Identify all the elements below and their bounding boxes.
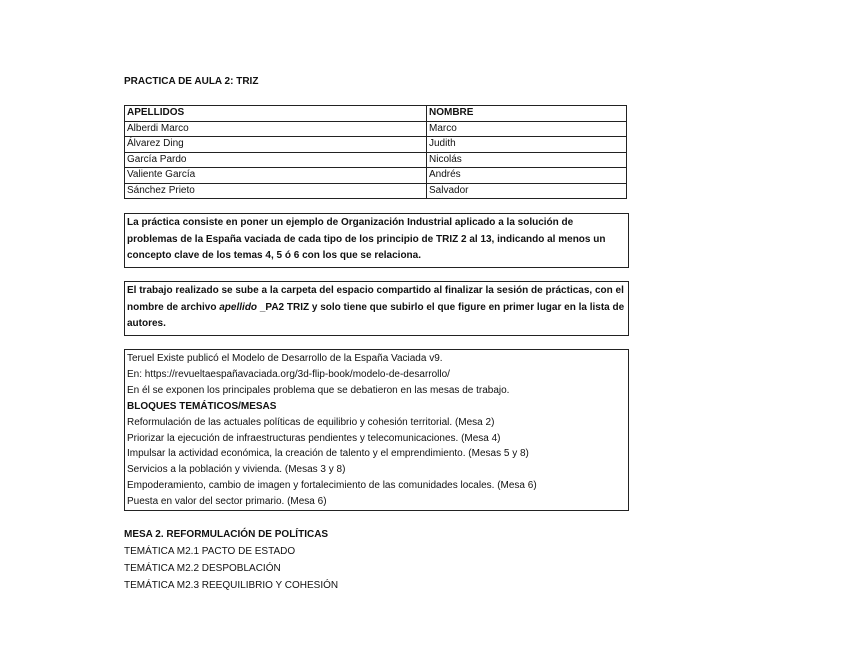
table-row xyxy=(125,168,627,184)
cell-apellidos: García Pardo xyxy=(125,152,427,168)
submission-text-part2: _PA2 TRIZ y solo tiene que subirlo el que figure en primer lugar en la lista de autores. xyxy=(127,301,625,329)
cell-nombre: Salvador xyxy=(427,183,627,199)
block-item: Empoderamiento, cambio de imagen y fortalecimiento de las comunidades locales. (Mesa 6) xyxy=(127,480,537,492)
table-row xyxy=(125,152,627,168)
submission-text xyxy=(127,283,626,333)
info-box xyxy=(124,349,629,511)
mesa-heading: MESA 2. REFORMULACIÓN DE POLÍTICAS xyxy=(124,529,329,540)
table-header-row xyxy=(125,106,627,122)
column-header-nombre: NOMBRE xyxy=(427,106,627,122)
info-line: Teruel Existe publicó el Modelo de Desarrollo de la España Vaciada v9. xyxy=(127,353,443,364)
block-item: Priorizar la ejecución de infraestructuras pendientes y telecomunicaciones. (Mesa 4) xyxy=(127,432,501,444)
table-row xyxy=(125,137,627,153)
mesa-item: TEMÁTICA M2.1 PACTO DE ESTADO xyxy=(124,546,296,557)
cell-apellidos: Valiente García xyxy=(125,168,427,184)
filename-placeholder: apellido xyxy=(219,301,258,313)
info-line: En él se exponen los principales problema que se debatieron en las mesas de trabajo. xyxy=(127,384,510,396)
mesa-section xyxy=(124,526,338,594)
info-url-line: En: https://revueltaespañavaciada.org/3d-flip-book/modelo-de-desarrollo/ xyxy=(127,368,450,380)
block-item: Puesta en valor del sector primario. (Mesa 6) xyxy=(127,496,327,508)
blocks-title: BLOQUES TEMÁTICOS/MESAS xyxy=(127,400,277,412)
cell-nombre: Andrés xyxy=(427,168,627,184)
page-title: PRACTICA DE AULA 2: TRIZ xyxy=(124,76,259,87)
mesa-item: TEMÁTICA M2.3 REEQUILIBRIO Y COHESIÓN xyxy=(124,580,339,591)
cell-apellidos: Alberdi Marco xyxy=(125,121,427,137)
column-header-apellidos: APELLIDOS xyxy=(125,106,427,122)
table-row xyxy=(125,121,627,137)
cell-apellidos: Álvarez Ding xyxy=(125,137,427,153)
block-item: Reformulación de las actuales políticas de equilibrio y cohesión territorial. (Mesa 2) xyxy=(127,416,495,428)
submission-text-part1: El trabajo realizado se sube a la carpeta del espacio compartido al finalizar la sesión de prácticas, con el nombre de archivo xyxy=(127,285,624,313)
instructions-text: La práctica consiste en poner un ejemplo de Organización Industrial aplicado a la solución de problemas de la España vaciada de cada tipo de los principio de TRIZ 2 al 13, indicando al menos un concepto clave de los temas 4, 5 ó 6 con los que se relaciona. xyxy=(127,217,606,261)
submission-box xyxy=(124,281,629,336)
authors-table xyxy=(124,105,627,199)
cell-nombre: Judith xyxy=(427,137,627,153)
instructions-box xyxy=(124,213,629,268)
block-item: Impulsar la actividad económica, la creación de talento y el emprendimiento. (Mesas 5 y 8) xyxy=(127,448,529,460)
block-item: Servicios a la población y vivienda. (Mesas 3 y 8) xyxy=(127,464,346,476)
cell-nombre: Marco xyxy=(427,121,627,137)
mesa-item: TEMÁTICA M2.2 DESPOBLACIÓN xyxy=(124,563,281,574)
cell-nombre: Nicolás xyxy=(427,152,627,168)
table-row xyxy=(125,183,627,199)
cell-apellidos: Sánchez Prieto xyxy=(125,183,427,199)
